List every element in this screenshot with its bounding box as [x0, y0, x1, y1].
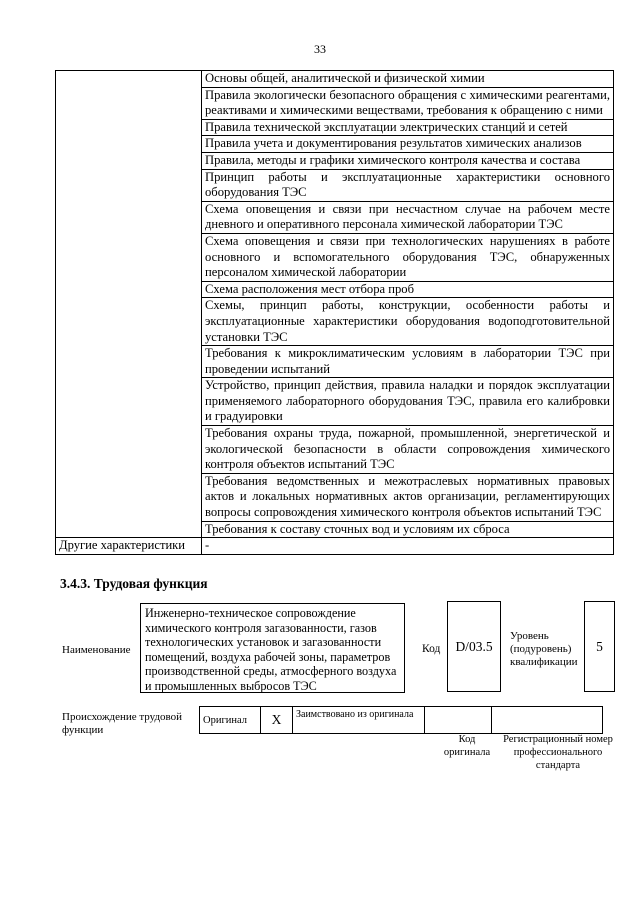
reg-number-cell — [492, 707, 603, 734]
other-characteristics-value: - — [202, 538, 614, 555]
knowledge-item: Схема расположения мест отбора проб — [202, 281, 614, 298]
knowledge-item: Схема оповещения и связи при технологических нарушениях в работе основного и вспомогательного оборудования ТЭС, обнаруженных персоналом химической лаборатории — [202, 233, 614, 281]
knowledge-item: Принцип работы и эксплуатационные характеристики основного оборудования ТЭС — [202, 169, 614, 201]
table-row — [56, 71, 614, 88]
origin-label: Происхождение трудовой функции — [62, 711, 183, 736]
original-mark-cell: X — [261, 707, 293, 734]
knowledge-item: Правила учета и документирования результатов химических анализов — [202, 136, 614, 153]
borrowed-label-cell: Заимствовано из оригинала — [293, 707, 425, 734]
knowledge-item: Требования к микроклиматическим условиям в лаборатории ТЭС при проведении испытаний — [202, 346, 614, 378]
code-original-caption: Код оригинала — [443, 734, 491, 758]
knowledge-item: Правила, методы и графики химического контроля качества и состава — [202, 152, 614, 169]
knowledge-item: Правила технической эксплуатации электрических станций и сетей — [202, 119, 614, 136]
knowledge-item: Устройство, принцип действия, правила наладки и порядок эксплуатации применяемого лабораторного оборудования ТЭС, правила его калибровки и градуировки — [202, 378, 614, 426]
knowledge-requirements-table — [55, 70, 614, 555]
function-name-box: Инженерно-техническое сопровождение химического контроля загазованности, газов технологических установок и загазованности помещений, воздуха рабочей зоны, параметров производственной среды, атмосферного воздуха и промышленных выбросов ТЭС — [140, 603, 405, 693]
knowledge-item: Требования к составу сточных вод и условиям их сброса — [202, 521, 614, 538]
page-number: 33 — [314, 42, 326, 56]
other-characteristics-label: Другие характеристики — [56, 538, 202, 555]
knowledge-item: Требования охраны труда, пожарной, промышленной, энергетической и экологической безопасности в области сопровождения химического контроля объектов испытаний ТЭС — [202, 426, 614, 474]
code-label: Код — [422, 643, 441, 655]
code-original-cell — [425, 707, 492, 734]
origin-table — [199, 706, 603, 734]
section-title: 3.4.3. Трудовая функция — [60, 576, 208, 591]
qualification-level-box: 5 — [584, 601, 615, 692]
knowledge-item: Правила экологически безопасного обращения с химическими реагентами, реактивами и химическими веществами, требования к обращению с ними — [202, 87, 614, 119]
knowledge-item: Основы общей, аналитической и физической химии — [202, 71, 614, 88]
knowledge-item: Требования ведомственных и межотраслевых нормативных правовых актов и локальных нормативных актов организации, регламентирующих вопросы сопровождения химического контроля объектов испытаний ТЭС — [202, 473, 614, 521]
knowledge-item: Схемы, принцип работы, конструкции, особенности работы и эксплуатационные характеристики оборудования водоподготовительной установки ТЭС — [202, 298, 614, 346]
name-label: Наименование — [62, 644, 131, 656]
table-row — [56, 538, 614, 555]
qualification-level-label: Уровень (подуровень) квалификации — [510, 630, 578, 668]
row-header-cell — [56, 71, 202, 538]
reg-number-caption: Регистрационный номер профессионального стандарта — [503, 734, 613, 771]
original-label-cell: Оригинал — [200, 707, 261, 734]
knowledge-item: Схема оповещения и связи при несчастном случае на рабочем месте дневного и оперативного персонала химической лаборатории ТЭС — [202, 201, 614, 233]
function-code-box: D/03.5 — [447, 601, 501, 692]
